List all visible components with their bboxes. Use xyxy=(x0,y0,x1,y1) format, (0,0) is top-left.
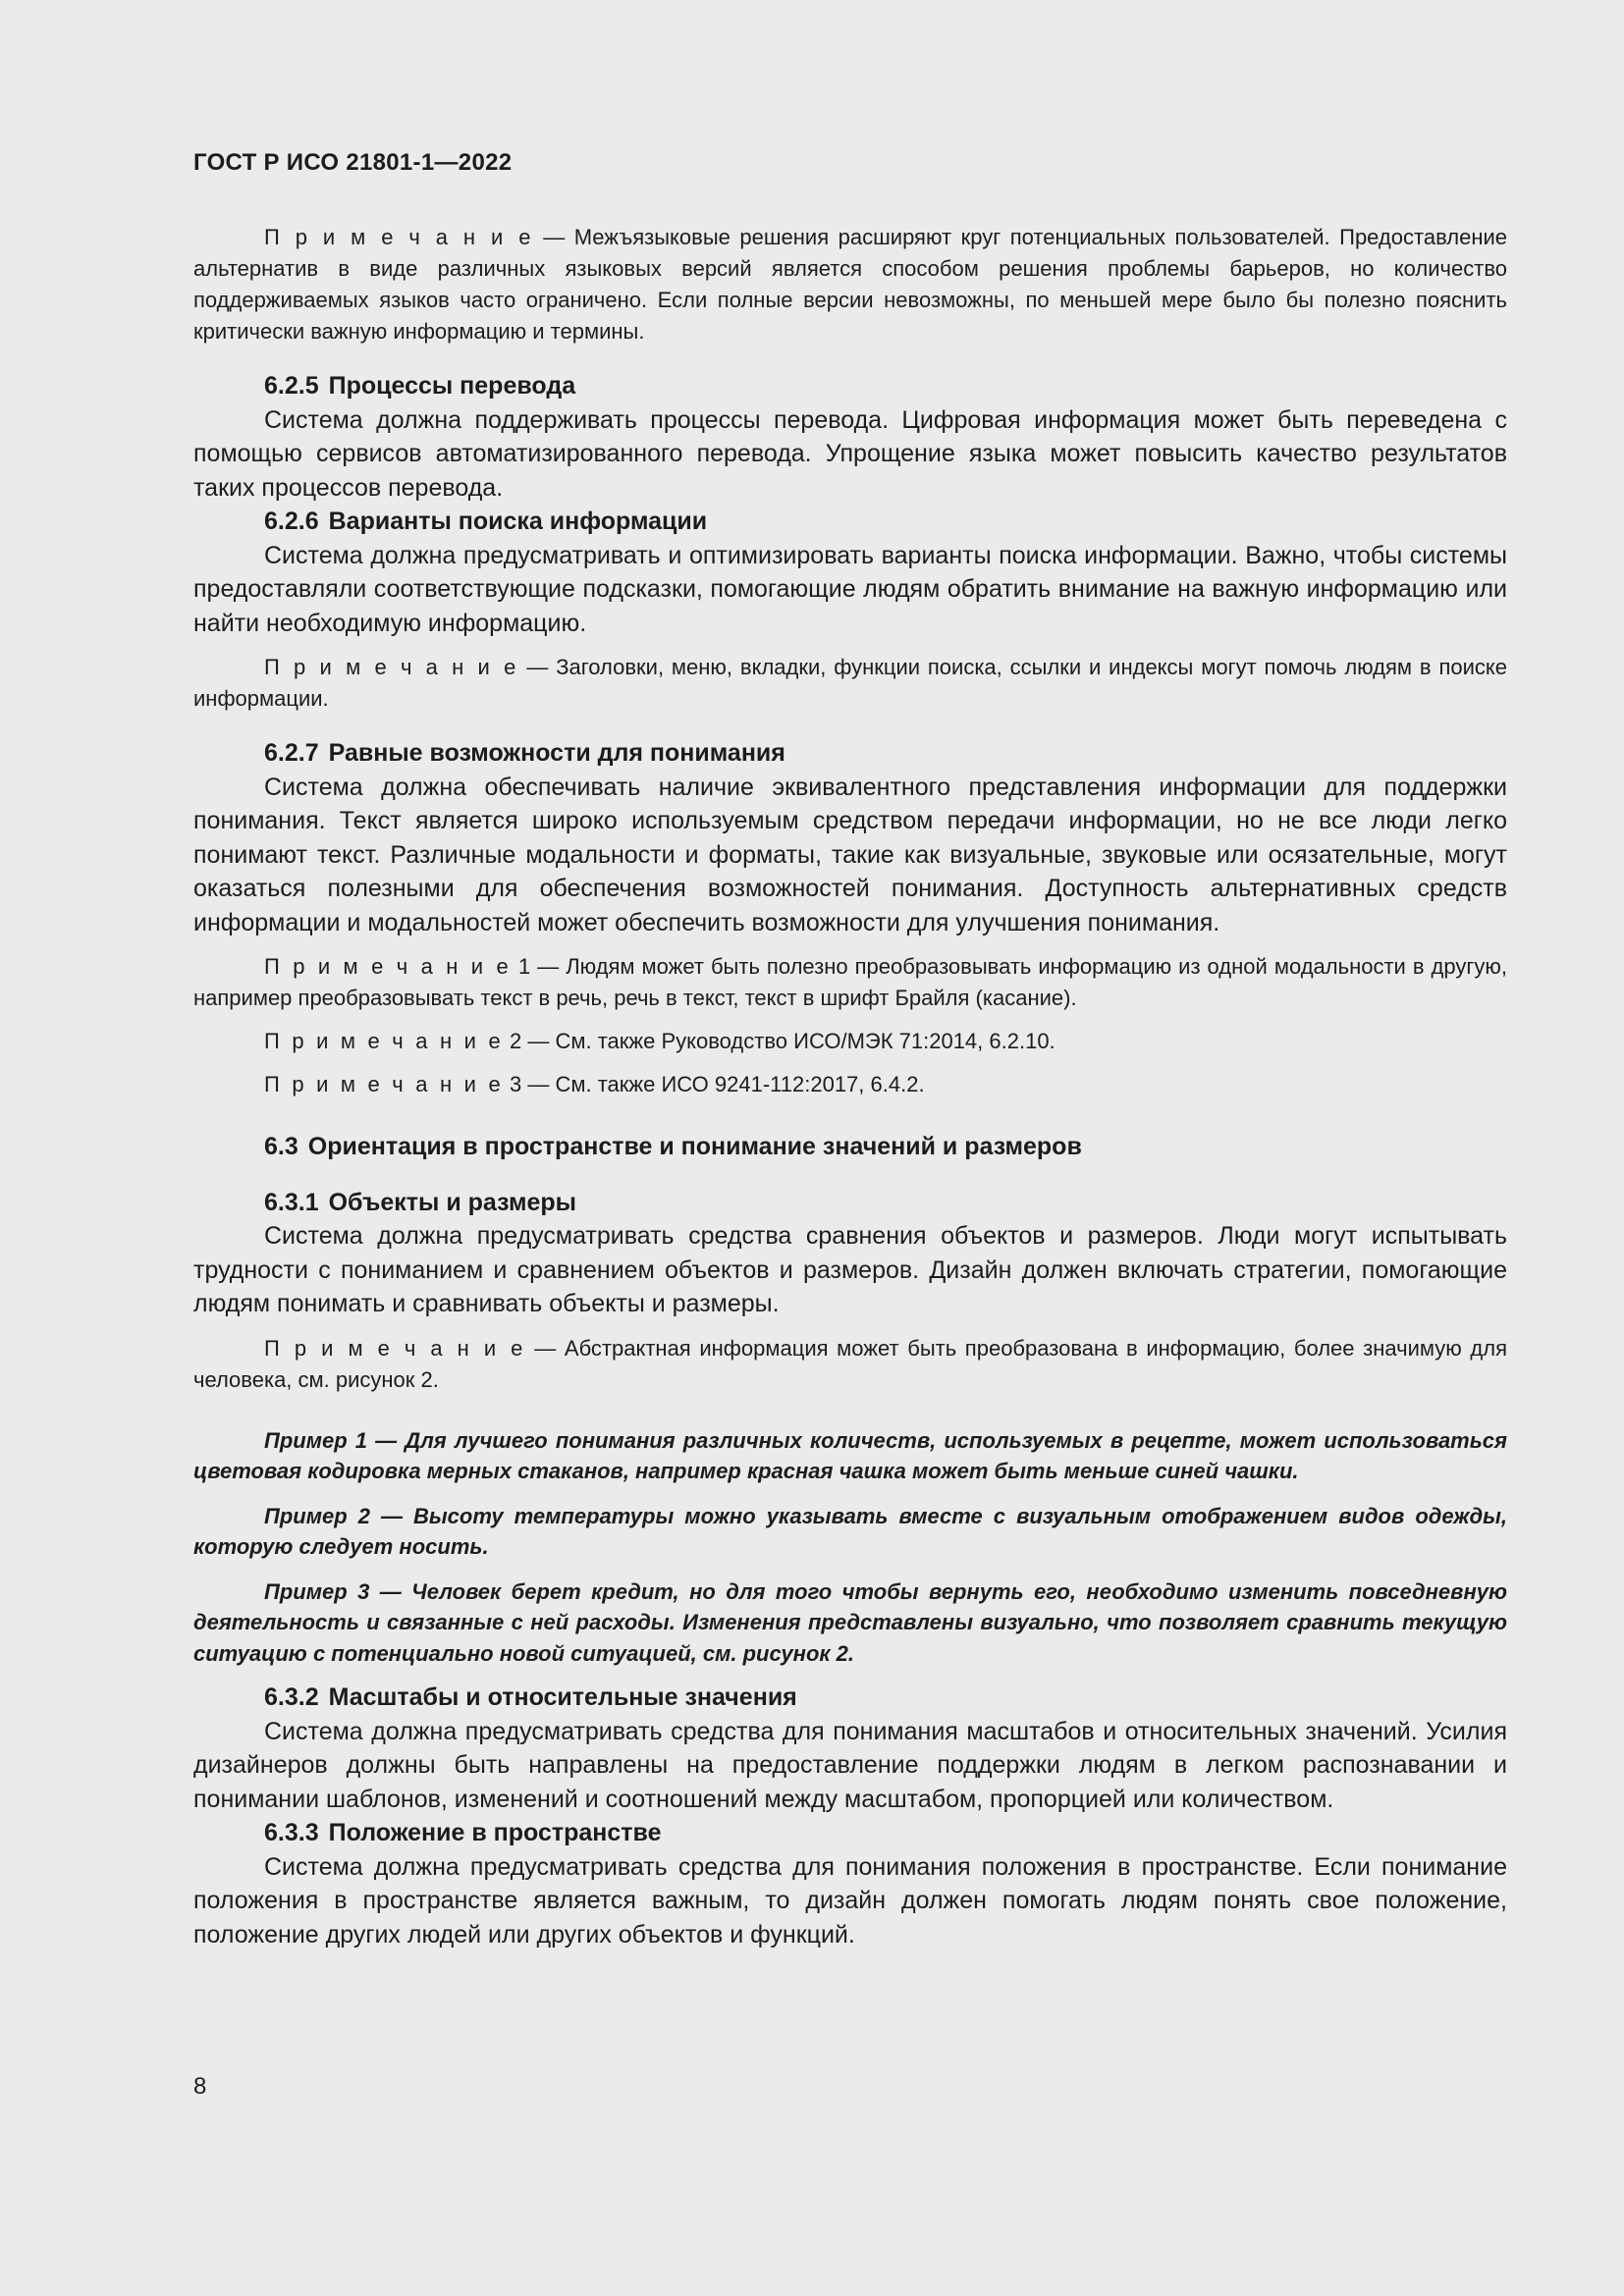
section-number: 6.2.7 xyxy=(264,739,319,767)
section-heading-6-3-2 xyxy=(193,1681,1507,1715)
section-title: Положение в пространстве xyxy=(328,1819,662,1846)
note-text: — Межъязыковые решения расширяют круг потенциальных пользователей. Предоставление альтернатив в виде различных языковых версий является способом решения проблемы барьеров, но количество поддерживаемых языков часто ограничено. Если полные версии невозможны, по меньшей мере было бы полезно пояснить критически важную информацию и термины. xyxy=(193,225,1507,344)
section-title: Ориентация в пространстве и понимание значений и размеров xyxy=(307,1133,1082,1160)
section-text-6-3-1: Система должна предусматривать средства сравнения объектов и размеров. Люди могут испытывать трудности с пониманием и сравнением объектов и размеров. Дизайн должен включать стратегии, помогающие людям понимать и сравнивать объекты и размеры. xyxy=(193,1222,1507,1317)
note-label: П р и м е ч а н и е xyxy=(264,954,512,979)
note-paragraph xyxy=(193,222,1507,347)
section-number: 6.2.5 xyxy=(264,372,319,400)
section-title: Варианты поиска информации xyxy=(328,507,708,535)
section-heading-6-3 xyxy=(193,1130,1507,1164)
section-number: 6.3 xyxy=(264,1133,298,1160)
section-title: Равные возможности для понимания xyxy=(328,739,785,767)
section-number: 6.2.6 xyxy=(264,507,319,535)
section-heading-6-3-1 xyxy=(193,1186,1507,1220)
section-heading-6-2-7 xyxy=(193,736,1507,771)
note-text: — Абстрактная информация может быть преобразована в информацию, более значимую для человека, см. рисунок 2. xyxy=(193,1335,1507,1392)
section-number: 6.3.1 xyxy=(264,1188,319,1216)
note-text: 2 — См. также Руководство ИСО/МЭК 71:2014, 6.2.10. xyxy=(503,1029,1056,1053)
section-title: Масштабы и относительные значения xyxy=(328,1683,797,1711)
note-label: П р и м е ч а н и е xyxy=(264,655,519,679)
section-heading-6-2-6 xyxy=(193,505,1507,539)
note-label: П р и м е ч а н и е xyxy=(264,225,534,249)
section-title: Объекты и размеры xyxy=(328,1188,576,1216)
note-paragraph xyxy=(193,951,1507,1014)
section-text-6-2-6: Система должна предусматривать и оптимизировать варианты поиска информации. Важно, чтобы системы предоставляли соответствующие подсказки, помогающие людям обратить внимание на важную информацию или найти необходимую информацию. xyxy=(193,541,1507,637)
document-body xyxy=(193,222,1507,1951)
section-text-6-3-2: Система должна предусматривать средства для понимания масштабов и относительных значений. Усилия дизайнеров должны быть направлены на предоставление поддержки людям в легком распознавании и понимании шаблонов, изменений и соотношений между масштабом, пропорцией или количеством. xyxy=(193,1717,1507,1813)
section-text-6-3-3: Система должна предусматривать средства для понимания положения в пространстве. Если понимание положения в пространстве является важным, то дизайн должен помогать людям понять свое положение, положение других людей или других объектов и функций. xyxy=(193,1852,1507,1949)
note-paragraph xyxy=(193,1069,1507,1100)
note-text: — Заголовки, меню, вкладки, функции поиска, ссылки и индексы могут помочь людям в поиске информации. xyxy=(193,655,1507,711)
note-text: 3 — См. также ИСО 9241-112:2017, 6.4.2. xyxy=(503,1072,925,1096)
section-heading-6-3-3 xyxy=(193,1816,1507,1850)
note-label: П р и м е ч а н и е xyxy=(264,1335,526,1361)
example-1: Пример 1 — Для лучшего понимания различных количеств, используемых в рецепте, может использоваться цветовая кодировка мерных стаканов, например красная чашка может быть меньше синей чашки. xyxy=(193,1427,1507,1483)
example-3: Пример 3 — Человек берет кредит, но для того чтобы вернуть его, необходимо изменить повседневную деятельность и связанные с ней расходы. Изменения представлены визуально, что позволяет сравнить текущую ситуацию с потенциально новой ситуацией, см. рисунок 2. xyxy=(193,1578,1507,1666)
page-number: 8 xyxy=(193,2073,207,2100)
note-label: П р и м е ч а н и е xyxy=(264,1029,504,1053)
section-heading-6-2-5 xyxy=(193,369,1507,403)
note-paragraph xyxy=(193,1026,1507,1057)
section-text-6-2-5: Система должна поддерживать процессы перевода. Цифровая информация может быть переведена с помощью сервисов автоматизированного перевода. Упрощение языка может повысить качество результатов таких процессов перевода. xyxy=(193,405,1507,502)
example-2: Пример 2 — Высоту температуры можно указывать вместе с визуальным отображением видов одежды, которую следует носить. xyxy=(193,1503,1507,1559)
section-title: Процессы перевода xyxy=(328,372,576,400)
note-text: 1 — Людям может быть полезно преобразовывать информацию из одной модальности в другую, например преобразовывать текст в речь, речь в текст, текст в шрифт Брайля (касание). xyxy=(193,954,1507,1010)
note-paragraph xyxy=(193,1333,1507,1396)
section-number: 6.3.2 xyxy=(264,1683,319,1711)
note-label: П р и м е ч а н и е xyxy=(264,1072,504,1096)
section-text-6-2-7: Система должна обеспечивать наличие эквивалентного представления информации для поддержки понимания. Текст является широко используемым средством передачи информации, но не все люди легко понимают текст. Различные модальности и форматы, такие как визуальные, звуковые или осязательные, могут оказаться полезными для обеспечения возможностей понимания. Доступность альтернативных средств информации и модальностей может обеспечить возможности для улучшения понимания. xyxy=(193,773,1507,936)
document-header: ГОСТ Р ИСО 21801-1—2022 xyxy=(193,149,513,176)
section-number: 6.3.3 xyxy=(264,1819,319,1846)
note-paragraph xyxy=(193,652,1507,715)
